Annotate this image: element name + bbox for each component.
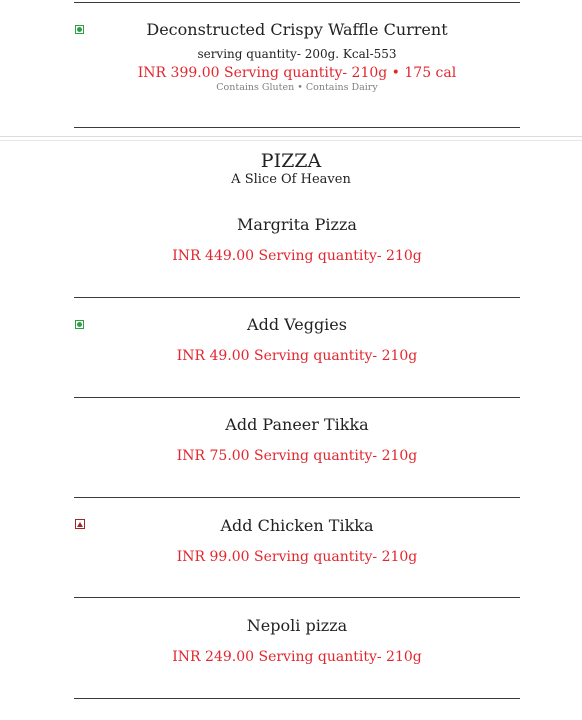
divider	[74, 597, 520, 598]
item-price: INR 99.00 Serving quantity- 210g	[176, 549, 418, 565]
item-name: Margrita Pizza	[237, 215, 357, 234]
section-divider	[0, 136, 582, 137]
item-name: Deconstructed Crispy Waffle Current	[146, 20, 448, 39]
menu-item[interactable]	[74, 215, 520, 265]
divider	[74, 698, 520, 699]
item-price: INR 249.00 Serving quantity- 210g	[172, 649, 422, 665]
section-divider	[0, 140, 582, 141]
section-title: PIZZA	[260, 150, 322, 172]
item-price: INR 49.00 Serving quantity- 210g	[176, 348, 418, 364]
item-price: INR 75.00 Serving quantity- 210g	[176, 448, 418, 464]
menu-item[interactable]	[74, 415, 520, 465]
menu-item[interactable]	[74, 516, 520, 566]
divider	[74, 2, 520, 3]
menu-item[interactable]	[74, 616, 520, 666]
divider	[74, 297, 520, 298]
item-name: Nepoli pizza	[246, 616, 348, 635]
item-serving: serving quantity- 200g. Kcal-553	[197, 47, 397, 61]
item-name: Add Paneer Tikka	[225, 415, 369, 434]
divider	[74, 497, 520, 498]
section-subtitle: A Slice Of Heaven	[231, 172, 351, 187]
menu-item[interactable]	[74, 315, 520, 365]
item-name: Add Chicken Tikka	[220, 516, 374, 535]
item-allergens: Contains Gluten • Contains Dairy	[216, 82, 378, 93]
item-price: INR 399.00 Serving quantity- 210g • 175 cal	[137, 65, 457, 81]
item-name: Add Veggies	[247, 315, 347, 334]
item-price: INR 449.00 Serving quantity- 210g	[172, 248, 422, 264]
menu-item[interactable]	[74, 20, 520, 94]
divider	[74, 397, 520, 398]
divider	[74, 127, 520, 128]
